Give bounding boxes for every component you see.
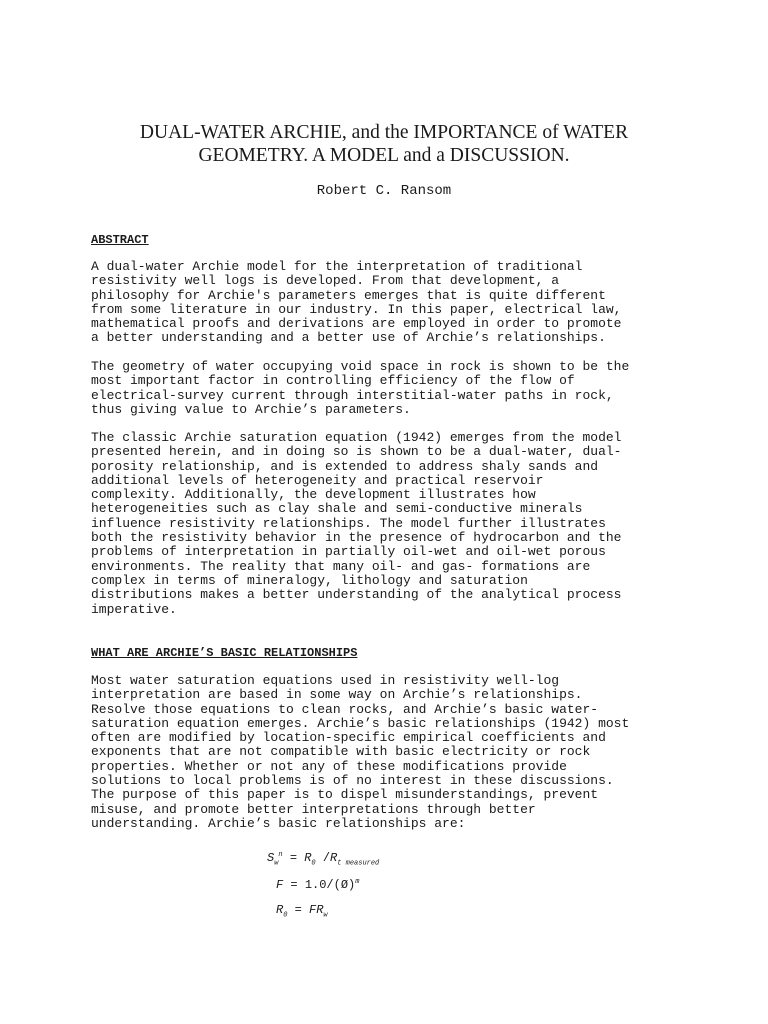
- author-name: Robert C. Ransom: [316, 183, 452, 199]
- abstract-heading: ABSTRACT: [91, 233, 149, 247]
- abstract-paragraph-1: A dual-water Archie model for the interpretation of traditional resistivity well logs is developed. From that development, a philosophy for Archie's parameters emerges that is quite different from some literature in our industry. In this paper, electrical law, mathematical proofs and derivations are employed in order to promote a better understanding and a better use of Archie’s relationships.: [91, 259, 622, 346]
- eq1-lhs-sup: n: [278, 851, 283, 859]
- eq2-op: =: [290, 878, 298, 892]
- eq3-lhs-sub: 0: [283, 911, 288, 920]
- eq3-op: =: [294, 903, 302, 917]
- eq3-rhs-sub: w: [323, 911, 328, 920]
- eq3-rhs: FR: [309, 903, 324, 917]
- abstract-paragraph-2: The geometry of water occupying void space in rock is shown to be the most important factor in controlling efficiency of the flow of electrical-survey current through interstitial-water paths in rock, thus giving value to Archie’s parameters.: [91, 359, 630, 417]
- title-line-2: GEOMETRY. A MODEL and a DISCUSSION.: [198, 145, 570, 166]
- eq2-lhs: F: [276, 878, 284, 892]
- eq1-slash: /: [322, 851, 331, 865]
- eq2-sup: m: [355, 878, 360, 886]
- eq2-text: 1.0/(Ø): [304, 878, 356, 892]
- section-heading: WHAT ARE ARCHIE’S BASIC RELATIONSHIPS: [91, 646, 358, 660]
- equation-formation-factor: [276, 875, 359, 892]
- eq1-op: =: [289, 851, 298, 865]
- eq1-lhs-sub: w: [274, 859, 279, 868]
- eq1-r0-sub: 0: [311, 859, 316, 868]
- eq1-lhs: S: [267, 851, 275, 865]
- eq1-r0: R: [304, 851, 312, 865]
- eq1-rt: R: [330, 851, 338, 865]
- title-line-1: DUAL-WATER ARCHIE, and the IMPORTANCE of WATER: [139, 122, 629, 143]
- section-paragraph: Most water saturation equations used in resistivity well-log interpretation are based in some way on Archie’s relationships. Resolve those equations to clean rocks, and Archie’s basic water- saturation equation emerges. Archie’s basic relationships (1942) most often are modified by location-specific empirical coefficients and exponents that are not compatible with basic electricity or rock properties. Whether or not any of these modifications provide solutions to local problems is of no interest in these discussions. The purpose of this paper is to dispel misunderstandings, prevent misuse, and promote better interpretations through better understanding. Archie’s basic relationships are:: [91, 673, 630, 831]
- eq3-lhs: R: [276, 903, 284, 917]
- paper-title: [0, 121, 768, 167]
- equation-saturation: [267, 848, 379, 870]
- abstract-paragraph-3: The classic Archie saturation equation (1942) emerges from the model presented herein, and in doing so is shown to be a dual-water, dual- porosity relationship, and is extended to address shaly sands and additional levels of heterogeneity and practical reservoir complexity. Additionally, the development illustrates how heterogeneities such as clay shale and semi-conductive minerals influence resistivity relationships. The model further illustrates both the resistivity behavior in the presence of hydrocarbon and the problems of interpretation in partially oil-wet and oil-wet porous environments. The reality that many oil- and gas- formations are complex in terms of mineralogy, lithology and saturation distributions makes a better understanding of the analytical process imperative.: [91, 430, 622, 617]
- equation-resistivity: [276, 903, 328, 922]
- eq1-rt-sub: t measured: [337, 859, 380, 868]
